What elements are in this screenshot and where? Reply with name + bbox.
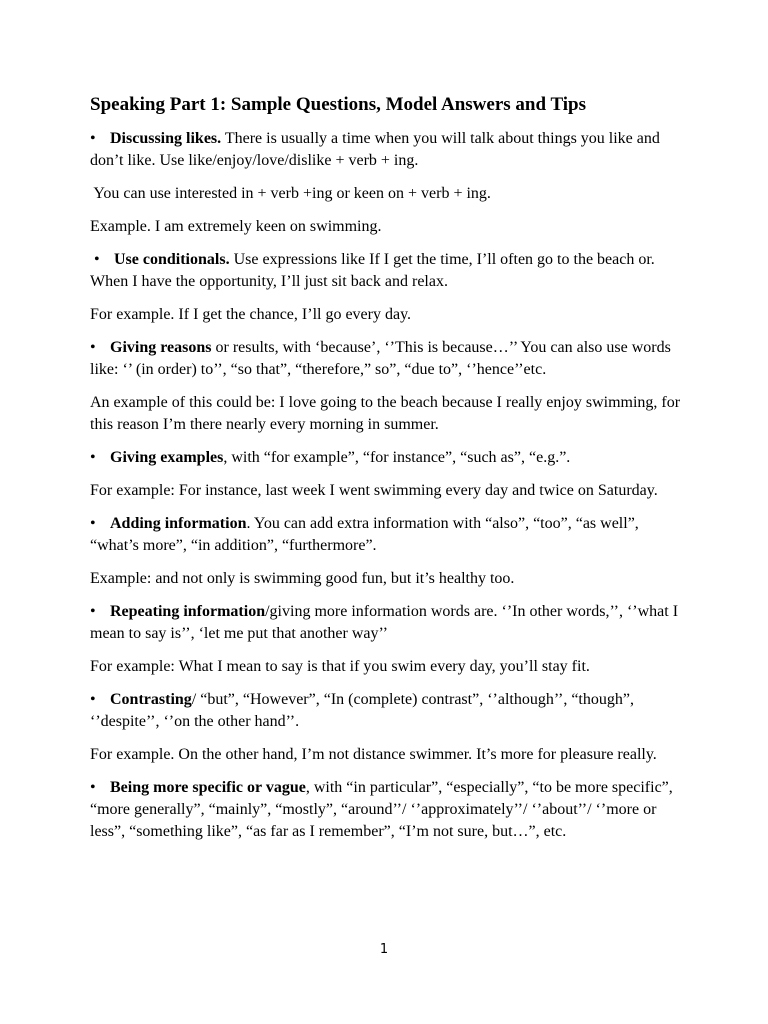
tip-text: or results, with ‘because’, ‘’This is because…’’ You can also use words like: ‘’ (in order) to’’, “so that”, “therefore,” so”, “due to”, ‘’hence’’etc. xyxy=(90,339,671,378)
tip-discussing-likes xyxy=(90,128,690,172)
example-text: For example: For instance, last week I went swimming every day and twice on Saturday. xyxy=(90,482,658,499)
page-title: Speaking Part 1: Sample Questions, Model Answers and Tips xyxy=(90,94,587,115)
bullet-marker: • xyxy=(90,603,96,620)
tip-heading: Discussing likes. xyxy=(110,130,222,147)
example-text: An example of this could be: I love going to the beach because I really enjoy swimming, for this reason I’m there nearly every morning in summer. xyxy=(90,394,681,433)
example-text: For example. On the other hand, I’m not distance swimmer. It’s more for pleasure really. xyxy=(90,746,657,763)
tip-adding-information xyxy=(90,513,690,557)
bullet-marker: • xyxy=(90,449,96,466)
example-text: Example. I am extremely keen on swimming. xyxy=(90,218,382,235)
bullet-marker: • xyxy=(90,779,96,796)
tip-note: You can use interested in + verb +ing or keen on + verb + ing. xyxy=(90,185,491,202)
document-page xyxy=(90,94,690,854)
tip-text: There is usually a time when you will talk about things you like and don’t like. Use like/enjoy/love/dislike + verb + ing. xyxy=(90,130,660,169)
tip-text: , with “in particular”, “especially”, “to be more specific”, “more generally”, “mainly”, “mostly”, “around’’/ ‘’approximately’’/ ‘’about’’/ ‘’more or less”, “something like”, “as far as I remember”, “I’m not sure, but…”, etc. xyxy=(90,779,673,840)
example-text: For example: What I mean to say is that if you swim every day, you’ll stay fit. xyxy=(90,658,590,675)
tip-text: /giving more information words are. ‘’In other words,’’, ‘’what I mean to say is’’, ‘let me put that another way’’ xyxy=(90,603,679,642)
example-text: Example: and not only is swimming good fun, but it’s healthy too. xyxy=(90,570,515,587)
tip-text: / “but”, “However”, “In (complete) contrast”, ‘’although’’, “though”, ‘’despite’’, ‘’on the other hand’’. xyxy=(90,691,634,730)
tip-giving-examples xyxy=(90,447,690,469)
page-number: 1 xyxy=(379,942,389,957)
tip-contrasting xyxy=(90,689,690,733)
tip-text: . You can add extra information with “also”, “too”, “as well”, “what’s more”, “in addition”, “furthermore”. xyxy=(90,515,639,554)
tip-heading: Contrasting xyxy=(110,691,192,708)
bullet-marker: • xyxy=(90,691,96,708)
tip-heading: Being more specific or vague xyxy=(110,779,306,796)
tip-text: , with “for example”, “for instance”, “such as”, “e.g.”. xyxy=(223,449,571,466)
tip-text: Use expressions like If I get the time, I’ll often go to the beach or. When I have the opportunity, I’ll just sit back and relax. xyxy=(90,251,655,290)
tip-use-conditionals xyxy=(90,249,690,293)
tip-heading: Repeating information xyxy=(110,603,266,620)
bullet-marker: • xyxy=(94,251,100,268)
bullet-marker: • xyxy=(90,515,96,532)
tip-heading: Giving examples xyxy=(110,449,224,466)
tip-heading: Use conditionals. xyxy=(114,251,230,268)
tip-heading: Giving reasons xyxy=(110,339,212,356)
bullet-marker: • xyxy=(90,130,96,147)
tip-repeating-information xyxy=(90,601,690,645)
bullet-marker: • xyxy=(90,339,96,356)
example-text: For example. If I get the chance, I’ll go every day. xyxy=(90,306,412,323)
tip-giving-reasons xyxy=(90,337,690,381)
tip-specific-or-vague xyxy=(90,777,690,843)
tip-heading: Adding information xyxy=(110,515,247,532)
